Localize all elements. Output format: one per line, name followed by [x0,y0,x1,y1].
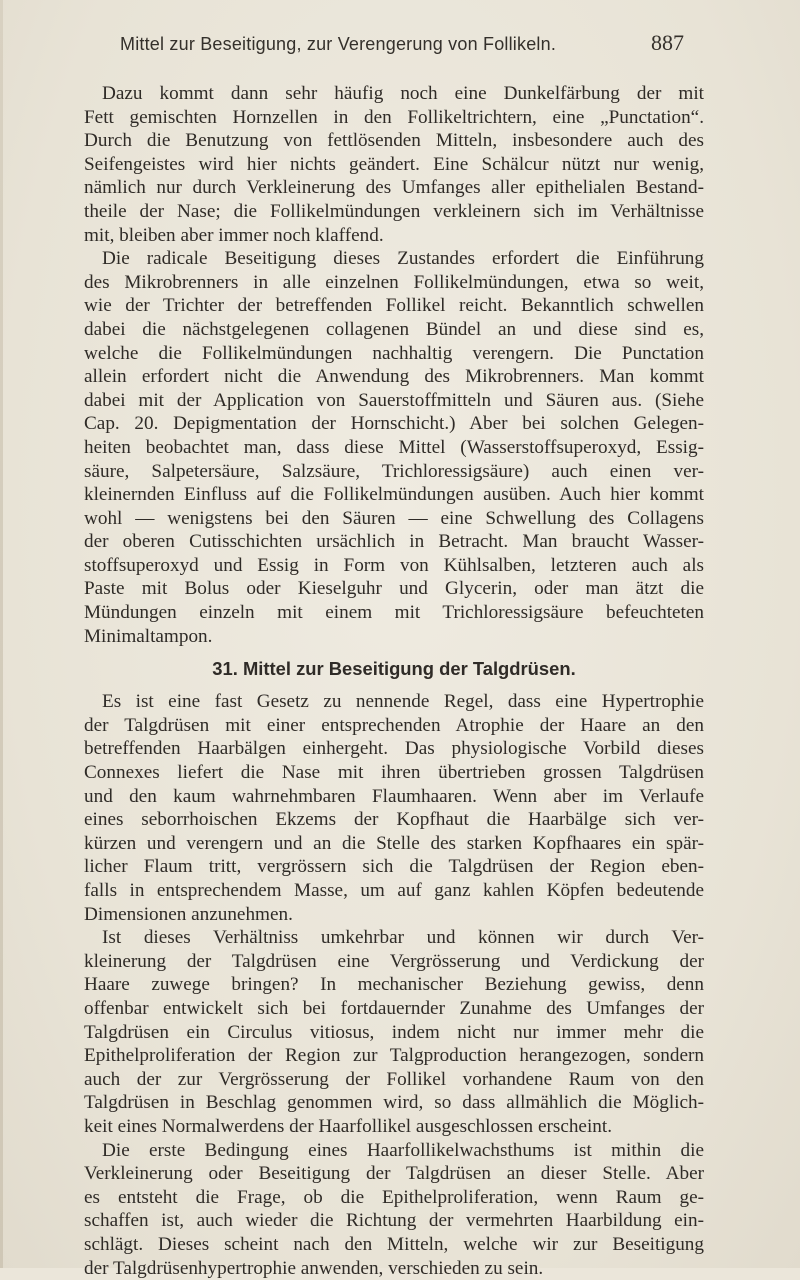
text-line: Die radicale Beseitigung dieses Zustandes erfordert die Einführung [84,247,704,271]
text-line: kürzen und verengern und an die Stelle des starken Kopfhaares ein spär- [84,832,704,856]
text-line: betreffenden Haarbälgen einhergeht. Das physiologische Vorbild dieses [84,737,704,761]
text-line: Cap. 20. Depigmentation der Hornschicht.) Aber bei solchen Gelegen- [84,412,704,436]
text-line: Epithelproliferation der Region zur Talgproduction herangezogen, sondern [84,1044,704,1068]
text-line: dabei mit der Application von Sauerstoffmitteln und Säuren aus. (Siehe [84,389,704,413]
text-line: licher Flaum tritt, vergrössern sich die Talgdrüsen der Region eben- [84,855,704,879]
text-line: offenbar entwickelt sich bei fortdauernder Zunahme des Umfanges der [84,997,704,1021]
text-line: Dimensionen anzunehmen. [84,903,704,927]
text-line: Die erste Bedingung eines Haarfollikelwachsthums ist mithin die [84,1139,704,1163]
text-line: säure, Salpetersäure, Salzsäure, Trichloressigsäure) auch einen ver- [84,460,704,484]
text-line: allein erfordert nicht die Anwendung des Mikrobrenners. Man kommt [84,365,704,389]
text-line: stoffsuperoxyd und Essig in Form von Kühlsalben, letzteren auch als [84,554,704,578]
text-line: falls in entsprechendem Masse, um auf ganz kahlen Köpfen bedeutende [84,879,704,903]
text-line: Dazu kommt dann sehr häufig noch eine Dunkelfärbung der mit [84,82,704,106]
text-line: Talgdrüsen in Beschlag genommen wird, so dass allmählich die Möglich- [84,1091,704,1115]
text-line: der Talgdrüsen mit einer entsprechenden Atrophie der Haare an den [84,714,704,738]
text-line: Verkleinerung oder Beseitigung der Talgdrüsen an dieser Stelle. Aber [84,1162,704,1186]
text-line: Fett gemischten Hornzellen in den Follikeltrichtern, eine „Punctation“. [84,106,704,130]
page-number: 887 [651,30,684,56]
text-line: keit eines Normalwerdens der Haarfollikel ausgeschlossen erscheint. [84,1115,704,1139]
text-line: Durch die Benutzung von fettlösenden Mitteln, insbesondere auch des [84,129,704,153]
text-line: Es ist eine fast Gesetz zu nennende Regel, dass eine Hypertrophie [84,690,704,714]
text-line: kleinerung der Talgdrüsen eine Vergrösserung und Verdickung der [84,950,704,974]
text-line: des Mikrobrenners in alle einzelnen Follikelmündungen, etwa so weit, [84,271,704,295]
running-header [84,30,684,64]
text-line: Minimaltampon. [84,625,704,649]
body-text [84,82,704,1280]
page-edge-shadow [0,0,3,1268]
text-line: der Talgdrüsenhypertrophie anwenden, verschieden zu sein. [84,1257,704,1280]
text-line: es entsteht die Frage, ob die Epithelproliferation, wenn Raum ge- [84,1186,704,1210]
text-line: nämlich nur durch Verkleinerung des Umfanges aller epithelialen Bestand- [84,176,704,200]
text-line: heiten beobachtet man, dass diese Mittel (Wasserstoffsuperoxyd, Essig- [84,436,704,460]
text-line: dabei die nächstgelegenen collagenen Bündel an und diese sind es, [84,318,704,342]
text-line: Seifengeistes wird hier nichts geändert. Eine Schälcur nützt nur wenig, [84,153,704,177]
text-line: Paste mit Bolus oder Kieselguhr und Glycerin, oder man ätzt die [84,577,704,601]
text-line: welche die Follikelmündungen nachhaltig verengern. Die Punctation [84,342,704,366]
text-line: theile der Nase; die Follikelmündungen verkleinern sich im Verhältnisse [84,200,704,224]
text-line: wohl — wenigstens bei den Säuren — eine Schwellung des Collagens [84,507,704,531]
text-line: kleinernden Einfluss auf die Follikelmündungen ausüben. Auch hier kommt [84,483,704,507]
text-line: Mündungen einzeln mit einem mit Trichloressigsäure befeuchteten [84,601,704,625]
text-line: wie der Trichter der betreffenden Follikel reicht. Bekanntlich schwellen [84,294,704,318]
text-line: eines seborrhoischen Ekzems der Kopfhaut die Haarbälge sich ver- [84,808,704,832]
text-line: und den kaum wahrnehmbaren Flaumhaaren. Wenn aber im Verlaufe [84,785,704,809]
text-line: Connexes liefert die Nase mit ihren übertrieben grossen Talgdrüsen [84,761,704,785]
running-head-title: Mittel zur Beseitigung, zur Verengerung von Follikeln. [120,34,556,55]
section-heading: 31. Mittel zur Beseitigung der Talgdrüsen. [84,648,704,690]
text-line: schaffen ist, auch wieder die Richtung der vermehrten Haarbildung ein- [84,1209,704,1233]
text-line: der oberen Cutisschichten ursächlich in Betracht. Man braucht Wasser- [84,530,704,554]
text-line: schlägt. Dieses scheint nach den Mitteln, welche wir zur Beseitigung [84,1233,704,1257]
text-line: Haare zuwege bringen? In mechanischer Beziehung gewiss, denn [84,973,704,997]
text-line: auch der zur Vergrösserung der Follikel vorhandene Raum von den [84,1068,704,1092]
text-line: mit, bleiben aber immer noch klaffend. [84,224,704,248]
text-line: Ist dieses Verhältniss umkehrbar und können wir durch Ver- [84,926,704,950]
text-line: Talgdrüsen ein Circulus vitiosus, indem nicht nur immer mehr die [84,1021,704,1045]
